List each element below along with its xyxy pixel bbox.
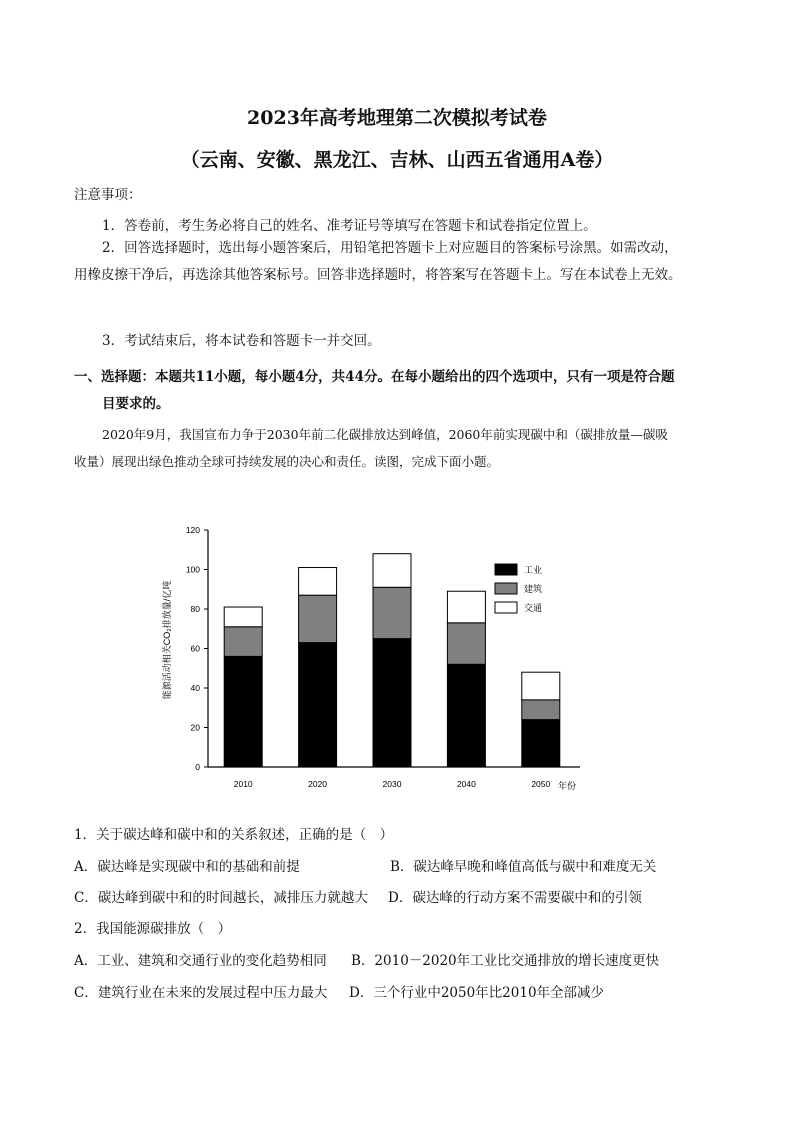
q1-option-b: B．碳达峰早晚和峰值高低与碳中和难度无关 — [390, 859, 657, 875]
notes-heading: 注意事项： — [74, 187, 142, 203]
exam-subtitle: （云南、安徽、黑龙江、吉林、山西五省通用A卷） — [180, 149, 614, 171]
y-tick-label: 0 — [195, 762, 200, 772]
legend-swatch — [495, 583, 517, 594]
x-tick-label: 2040 — [456, 779, 476, 789]
q1-option-d: D．碳达峰的行动方案不需要碳中和的引领 — [388, 890, 642, 906]
x-tick-label: 2050 — [531, 779, 551, 789]
emissions-chart — [150, 515, 600, 805]
bar-2010-transport — [224, 607, 262, 627]
chart-legend — [495, 564, 542, 613]
bar-2010-industry — [224, 656, 262, 767]
q2-option-b: B．2010－2020年工业比交通排放的增长速度更快 — [351, 953, 660, 969]
q2-option-d: D．三个行业中2050年比2010年全部减少 — [349, 985, 605, 1001]
y-tick-label: 60 — [190, 643, 200, 654]
bar-2050-building — [522, 700, 560, 720]
legend-swatch — [495, 602, 517, 613]
y-axis-label: 能源活动相关CO₂排放量/亿吨 — [162, 580, 172, 700]
y-tick-label: 20 — [190, 722, 200, 733]
x-tick-label: 2030 — [382, 779, 402, 789]
bar-2010-building — [224, 627, 262, 657]
bar-2020-transport — [299, 568, 337, 596]
bar-2040-transport — [447, 591, 485, 623]
bar-2040-building — [447, 623, 485, 664]
bar-2050-industry — [522, 720, 560, 767]
q1-option-c: C．碳达峰到碳中和的时间越长，减排压力就越大 — [74, 890, 368, 906]
y-tick-labels — [186, 525, 200, 772]
exam-title: 2023年高考地理第二次模拟考试卷 — [247, 107, 547, 129]
note-3: 3．考试结束后，将本试卷和答题卡一并交回。 — [102, 333, 381, 349]
note-1: 1．答卷前，考生务必将自己的姓名、准考证号等填写在答题卡和试卷指定位置上。 — [102, 218, 597, 234]
y-tick-label: 120 — [185, 525, 200, 535]
bar-2040-industry — [447, 664, 485, 767]
bar-2050-transport — [522, 672, 560, 700]
bar-2030-building — [373, 587, 411, 638]
q2-option-a: A．工业、建筑和交通行业的变化趋势相同 — [74, 953, 327, 969]
y-tick-label: 80 — [190, 604, 200, 614]
note-2: 2．回答选择题时，选出每小题答案后，用铅笔把答题卡上对应题目的答案标号涂黑。如需改动，用橡皮擦干净后，再选涂其他答案标号。回答非选择题时，将答案写在答题卡上。写在本试卷上无效。 — [74, 240, 682, 283]
x-tick-labels — [234, 779, 551, 789]
legend-label: 交通 — [524, 603, 543, 613]
bar-2020-building — [299, 595, 337, 642]
legend-label: 工业 — [524, 565, 543, 575]
legend-label: 建筑 — [524, 584, 543, 594]
x-axis-label: 年份 — [558, 781, 577, 791]
bar-2020-industry — [299, 643, 337, 767]
x-tick-label: 2010 — [233, 779, 253, 789]
bar-2030-transport — [373, 554, 411, 588]
y-tick-label: 100 — [185, 564, 200, 575]
q1-option-a: A．碳达峰是实现碳中和的基础和前提 — [74, 859, 300, 875]
section-1-header: 一、选择题：本题共11小题，每小题4分，共44分。在每小题给出的四个选项中，只有一项是符合题目要求的。 — [74, 369, 675, 412]
section-1-intro: 2020年9月，我国宣布力争于2030年前二化碳排放达到峰值，2060年前实现碳中和（碳排放量—碳吸收量）展现出绿色推动全球可持续发展的决心和责任。读图，完成下面小题。 — [74, 427, 668, 469]
question-1-stem: 1．关于碳达峰和碳中和的关系叙述，正确的是（ ） — [74, 827, 394, 843]
question-2-stem: 2．我国能源碳排放（ ） — [74, 921, 232, 937]
q2-option-c: C．建筑行业在未来的发展过程中压力最大 — [74, 985, 328, 1001]
x-tick-label: 2020 — [308, 779, 328, 789]
y-tick-label: 40 — [190, 683, 200, 693]
bar-2030-industry — [373, 639, 411, 767]
legend-swatch — [495, 564, 517, 575]
